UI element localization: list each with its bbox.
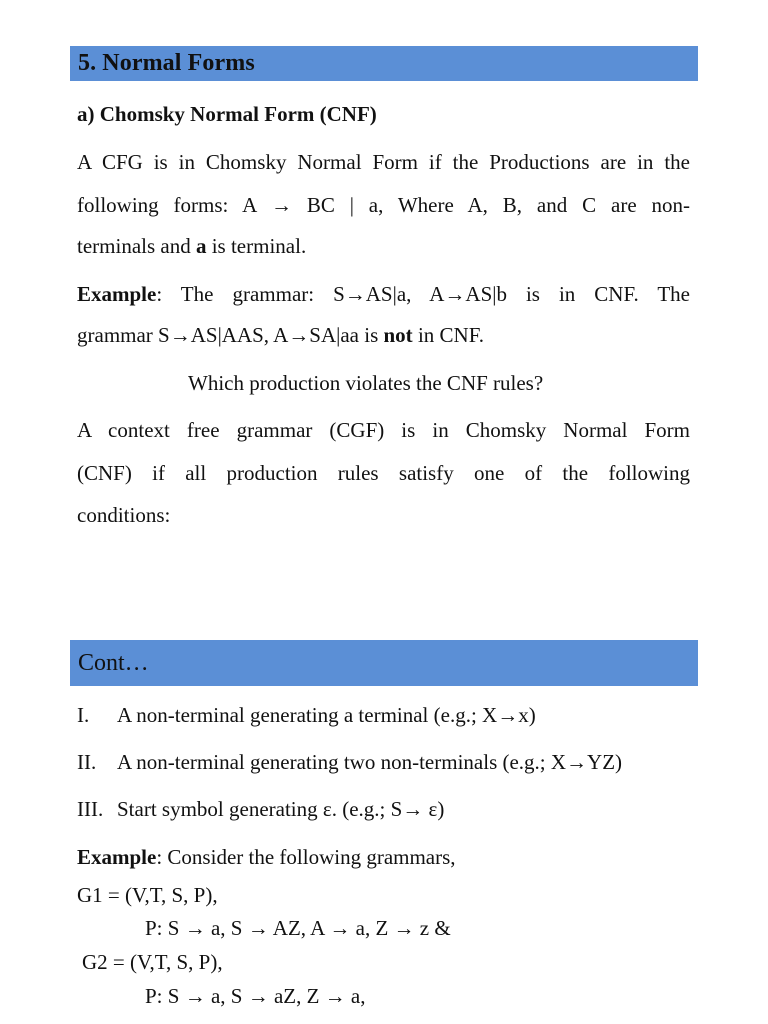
example-label: Example	[77, 282, 157, 306]
grammar-g1-productions: P: S → a, S → AZ, A → a, Z → z &	[145, 916, 451, 940]
list-item-text: A non-terminal generating a terminal (e.g.; X→x)	[117, 703, 536, 727]
text-run: in CNF.	[412, 323, 484, 347]
cfg-definition-line-3: conditions:	[77, 503, 171, 527]
bold-word-not: not	[383, 323, 413, 347]
section-header-normal-forms	[70, 46, 698, 81]
bold-term-a: a	[195, 234, 207, 258]
list-item-number: I.	[77, 703, 90, 727]
cnf-definition-line-1: A CFG is in Chomsky Normal Form if the Productions are in the	[77, 150, 690, 174]
grammar-g2: G2 = (V,T, S, P),	[82, 950, 223, 974]
cfg-definition-line-1: A context free grammar (CGF) is in Chomsky Normal Form	[77, 418, 690, 442]
text-run: : The grammar: S→AS|a, A→AS|b is in CNF. The	[156, 282, 690, 306]
example-line-1	[77, 282, 690, 306]
list-item	[77, 750, 622, 774]
example-line-2	[77, 323, 484, 347]
cnf-definition-line-2: following forms: A → BC | a, Where A, B, and C are non-	[77, 193, 690, 217]
text-run: terminals and	[77, 234, 196, 258]
section-title: Cont…	[78, 650, 149, 676]
section-header-cont	[70, 640, 698, 686]
grammar-g1: G1 = (V,T, S, P),	[77, 883, 218, 907]
example-label: Example	[77, 845, 157, 869]
text-run: is terminal.	[206, 234, 307, 258]
list-item-text: A non-terminal generating two non-terminals (e.g.; X→YZ)	[117, 750, 623, 774]
cnf-definition-line-3	[77, 234, 306, 258]
subsection-title-cnf: a) Chomsky Normal Form (CNF)	[77, 102, 377, 126]
cfg-definition-line-2: (CNF) if all production rules satisfy one of the following	[77, 461, 690, 485]
text-run: : Consider the following grammars,	[156, 845, 456, 869]
example-intro-line	[77, 845, 456, 869]
question-line: Which production violates the CNF rules?	[188, 371, 544, 395]
list-item	[77, 703, 536, 727]
section-title: 5. Normal Forms	[78, 50, 255, 76]
list-item	[77, 797, 444, 821]
list-item-text: Start symbol generating ε. (e.g.; S→ ε)	[117, 797, 445, 821]
text-run: grammar S→AS|AAS, A→SA|aa is	[77, 323, 384, 347]
list-item-number: III.	[77, 797, 104, 821]
grammar-g2-productions: P: S → a, S → aZ, Z → a,	[145, 984, 366, 1008]
list-item-number: II.	[77, 750, 97, 774]
